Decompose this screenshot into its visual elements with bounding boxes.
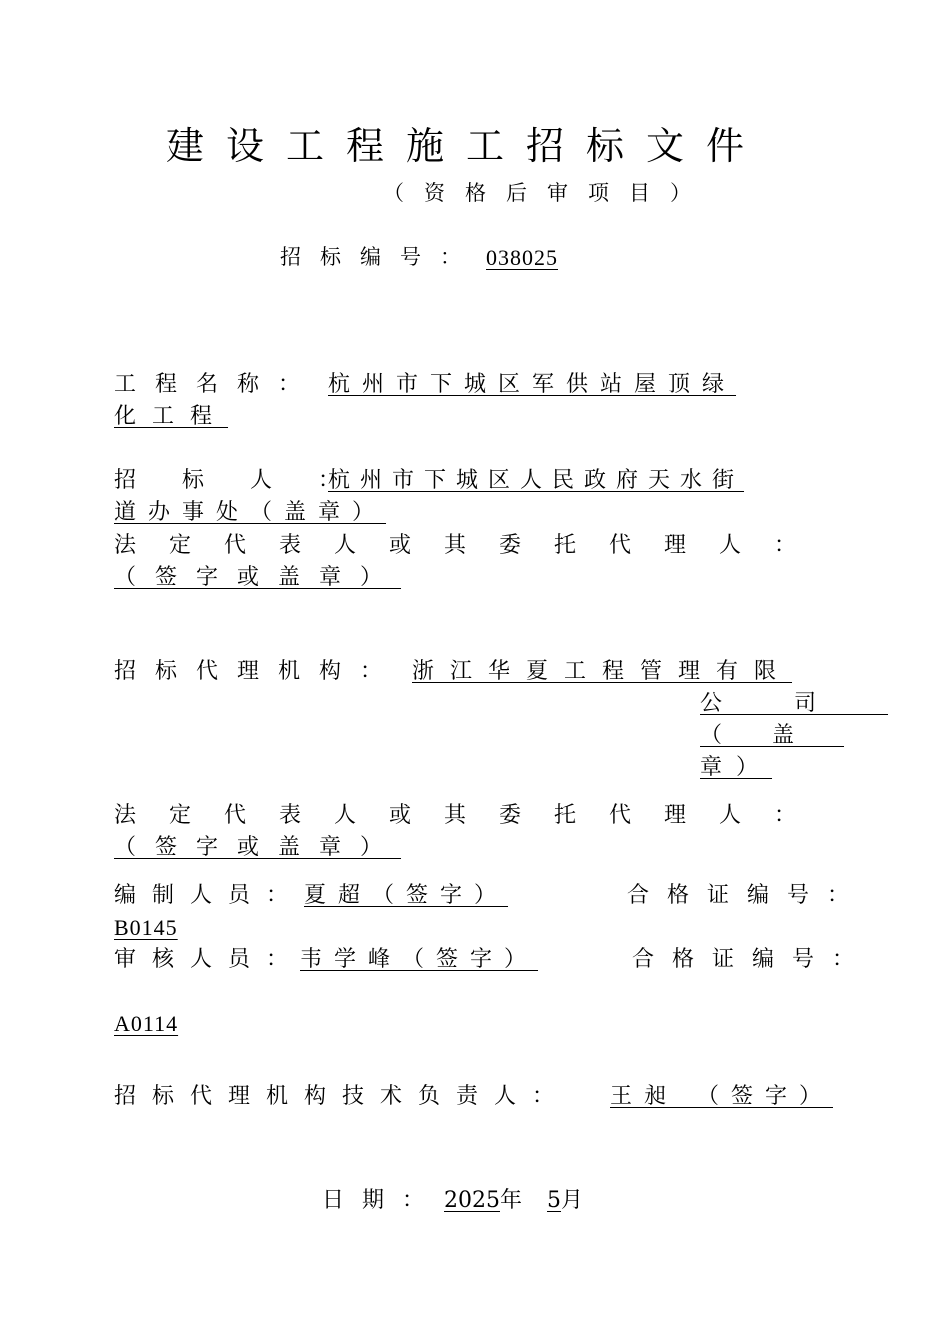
tenderer-value-2: 道办事处（盖章） — [114, 500, 387, 525]
agency-label: 招标代理机构： — [114, 659, 402, 684]
compiler-cert-label: 合格证编号： — [627, 883, 868, 908]
tech-lead-value: 王昶 （签字） — [610, 1084, 833, 1109]
reviewer-label: 审核人员： — [114, 947, 305, 972]
date-label: 日期： — [322, 1188, 443, 1213]
date-month-unit: 月 — [561, 1188, 584, 1213]
legal-rep-2-label: 法定代表人或其委托代理人： — [114, 803, 830, 828]
agency-value-3: （盖 — [700, 723, 845, 748]
project-name-label: 工程名称： — [114, 372, 320, 397]
reviewer-value: 韦学峰（签字） — [300, 947, 539, 972]
agency-value-4: 章） — [700, 755, 773, 780]
document-subtitle: （资格后审项目） — [383, 181, 711, 205]
compiler-value: 夏超（签字） — [304, 883, 509, 908]
tech-lead-label: 招标代理机构技术负责人： — [114, 1084, 571, 1109]
bid-number-label: 招标编号： — [280, 245, 480, 269]
legal-rep-1-value: （签字或盖章） — [114, 565, 402, 590]
agency-value-1: 浙江华夏工程管理有限 — [412, 659, 793, 684]
date-month-number: 5 — [547, 1188, 562, 1213]
reviewer-cert-label: 合格证编号： — [632, 947, 873, 972]
project-name-value-1: 杭州市下城区军供站屋顶绿 — [328, 372, 737, 397]
document-title: 建设工程施工招标文件 — [166, 124, 767, 168]
legal-rep-2-value: （签字或盖章） — [114, 835, 402, 860]
date-year-unit: 年 — [500, 1188, 523, 1213]
tenderer-label-text: 招标人： — [114, 468, 387, 493]
project-name-value-2: 化工程 — [114, 404, 229, 429]
date-year: 2025 — [444, 1188, 500, 1213]
legal-rep-1-label: 法定代表人或其委托代理人： — [114, 533, 830, 558]
compiler-label: 编制人员： — [114, 883, 305, 908]
date-month — [529, 1188, 561, 1213]
date-value — [444, 1190, 583, 1212]
compiler-cert-value: B0145 — [114, 915, 178, 940]
tenderer-value-1: 杭州市下城区人民政府天水街 — [328, 468, 745, 493]
reviewer-cert-value: A0114 — [114, 1011, 179, 1036]
agency-value-2: 公司 — [700, 691, 889, 716]
bid-number-value: 038025 — [486, 245, 558, 270]
